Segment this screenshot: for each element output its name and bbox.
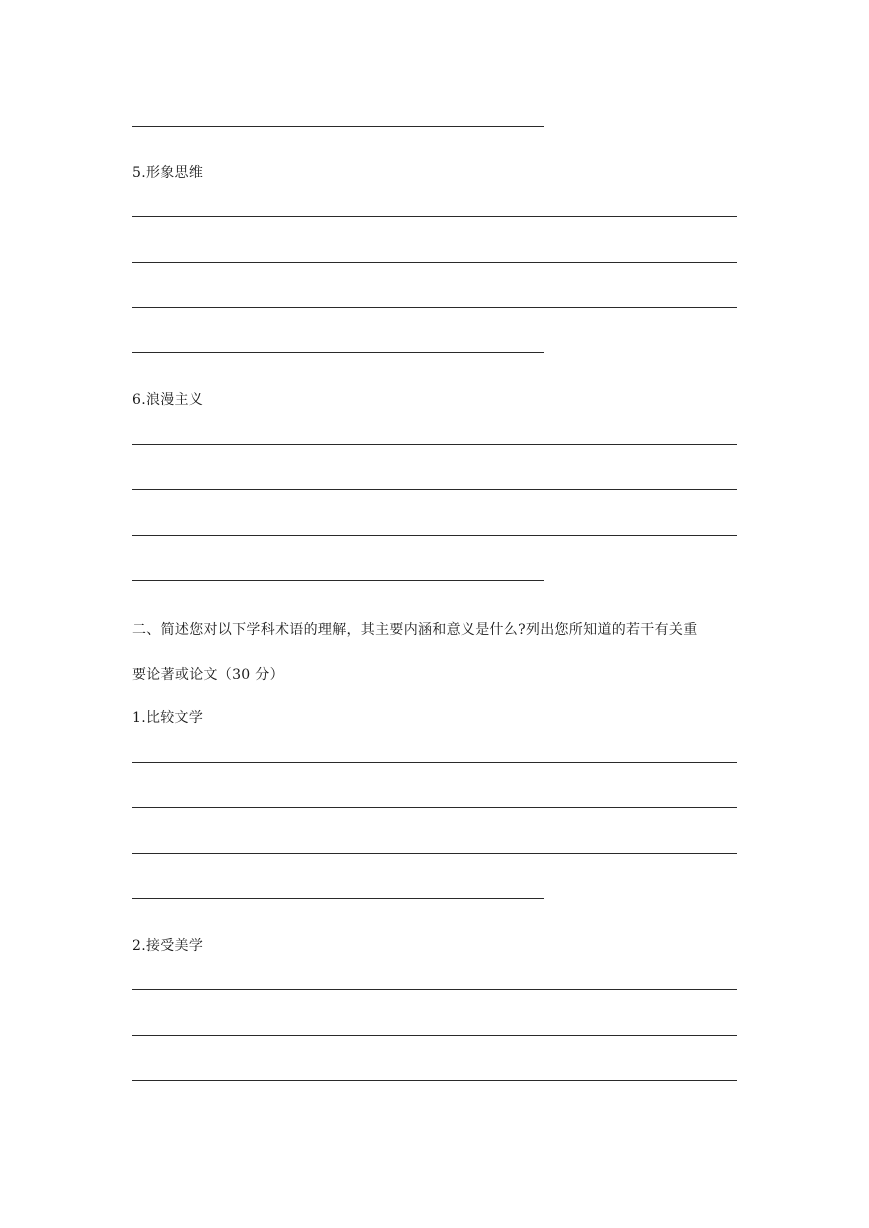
answer-line — [132, 126, 544, 127]
answer-line — [132, 489, 737, 490]
section-heading-line2: 要论著或论文（30 分） — [132, 667, 284, 683]
answer-line — [132, 1080, 737, 1081]
answer-line — [132, 262, 737, 263]
answer-line — [132, 1035, 737, 1036]
question-label-s2-2: 2.接受美学 — [132, 938, 204, 954]
answer-line — [132, 989, 737, 990]
answer-line — [132, 216, 737, 217]
section-heading-line1: 二、简述您对以下学科术语的理解，其主要内涵和意义是什么?列出您所知道的若干有关重 — [132, 622, 698, 638]
answer-line — [132, 307, 737, 308]
answer-line — [132, 535, 737, 536]
answer-line — [132, 898, 544, 899]
question-label-5: 5.形象思维 — [132, 165, 204, 181]
answer-line — [132, 762, 737, 763]
answer-line — [132, 352, 544, 353]
answer-line — [132, 444, 737, 445]
question-label-s2-1: 1.比较文学 — [132, 710, 204, 726]
question-label-6: 6.浪漫主义 — [132, 392, 204, 408]
answer-line — [132, 807, 737, 808]
answer-line — [132, 853, 737, 854]
answer-line — [132, 580, 544, 581]
